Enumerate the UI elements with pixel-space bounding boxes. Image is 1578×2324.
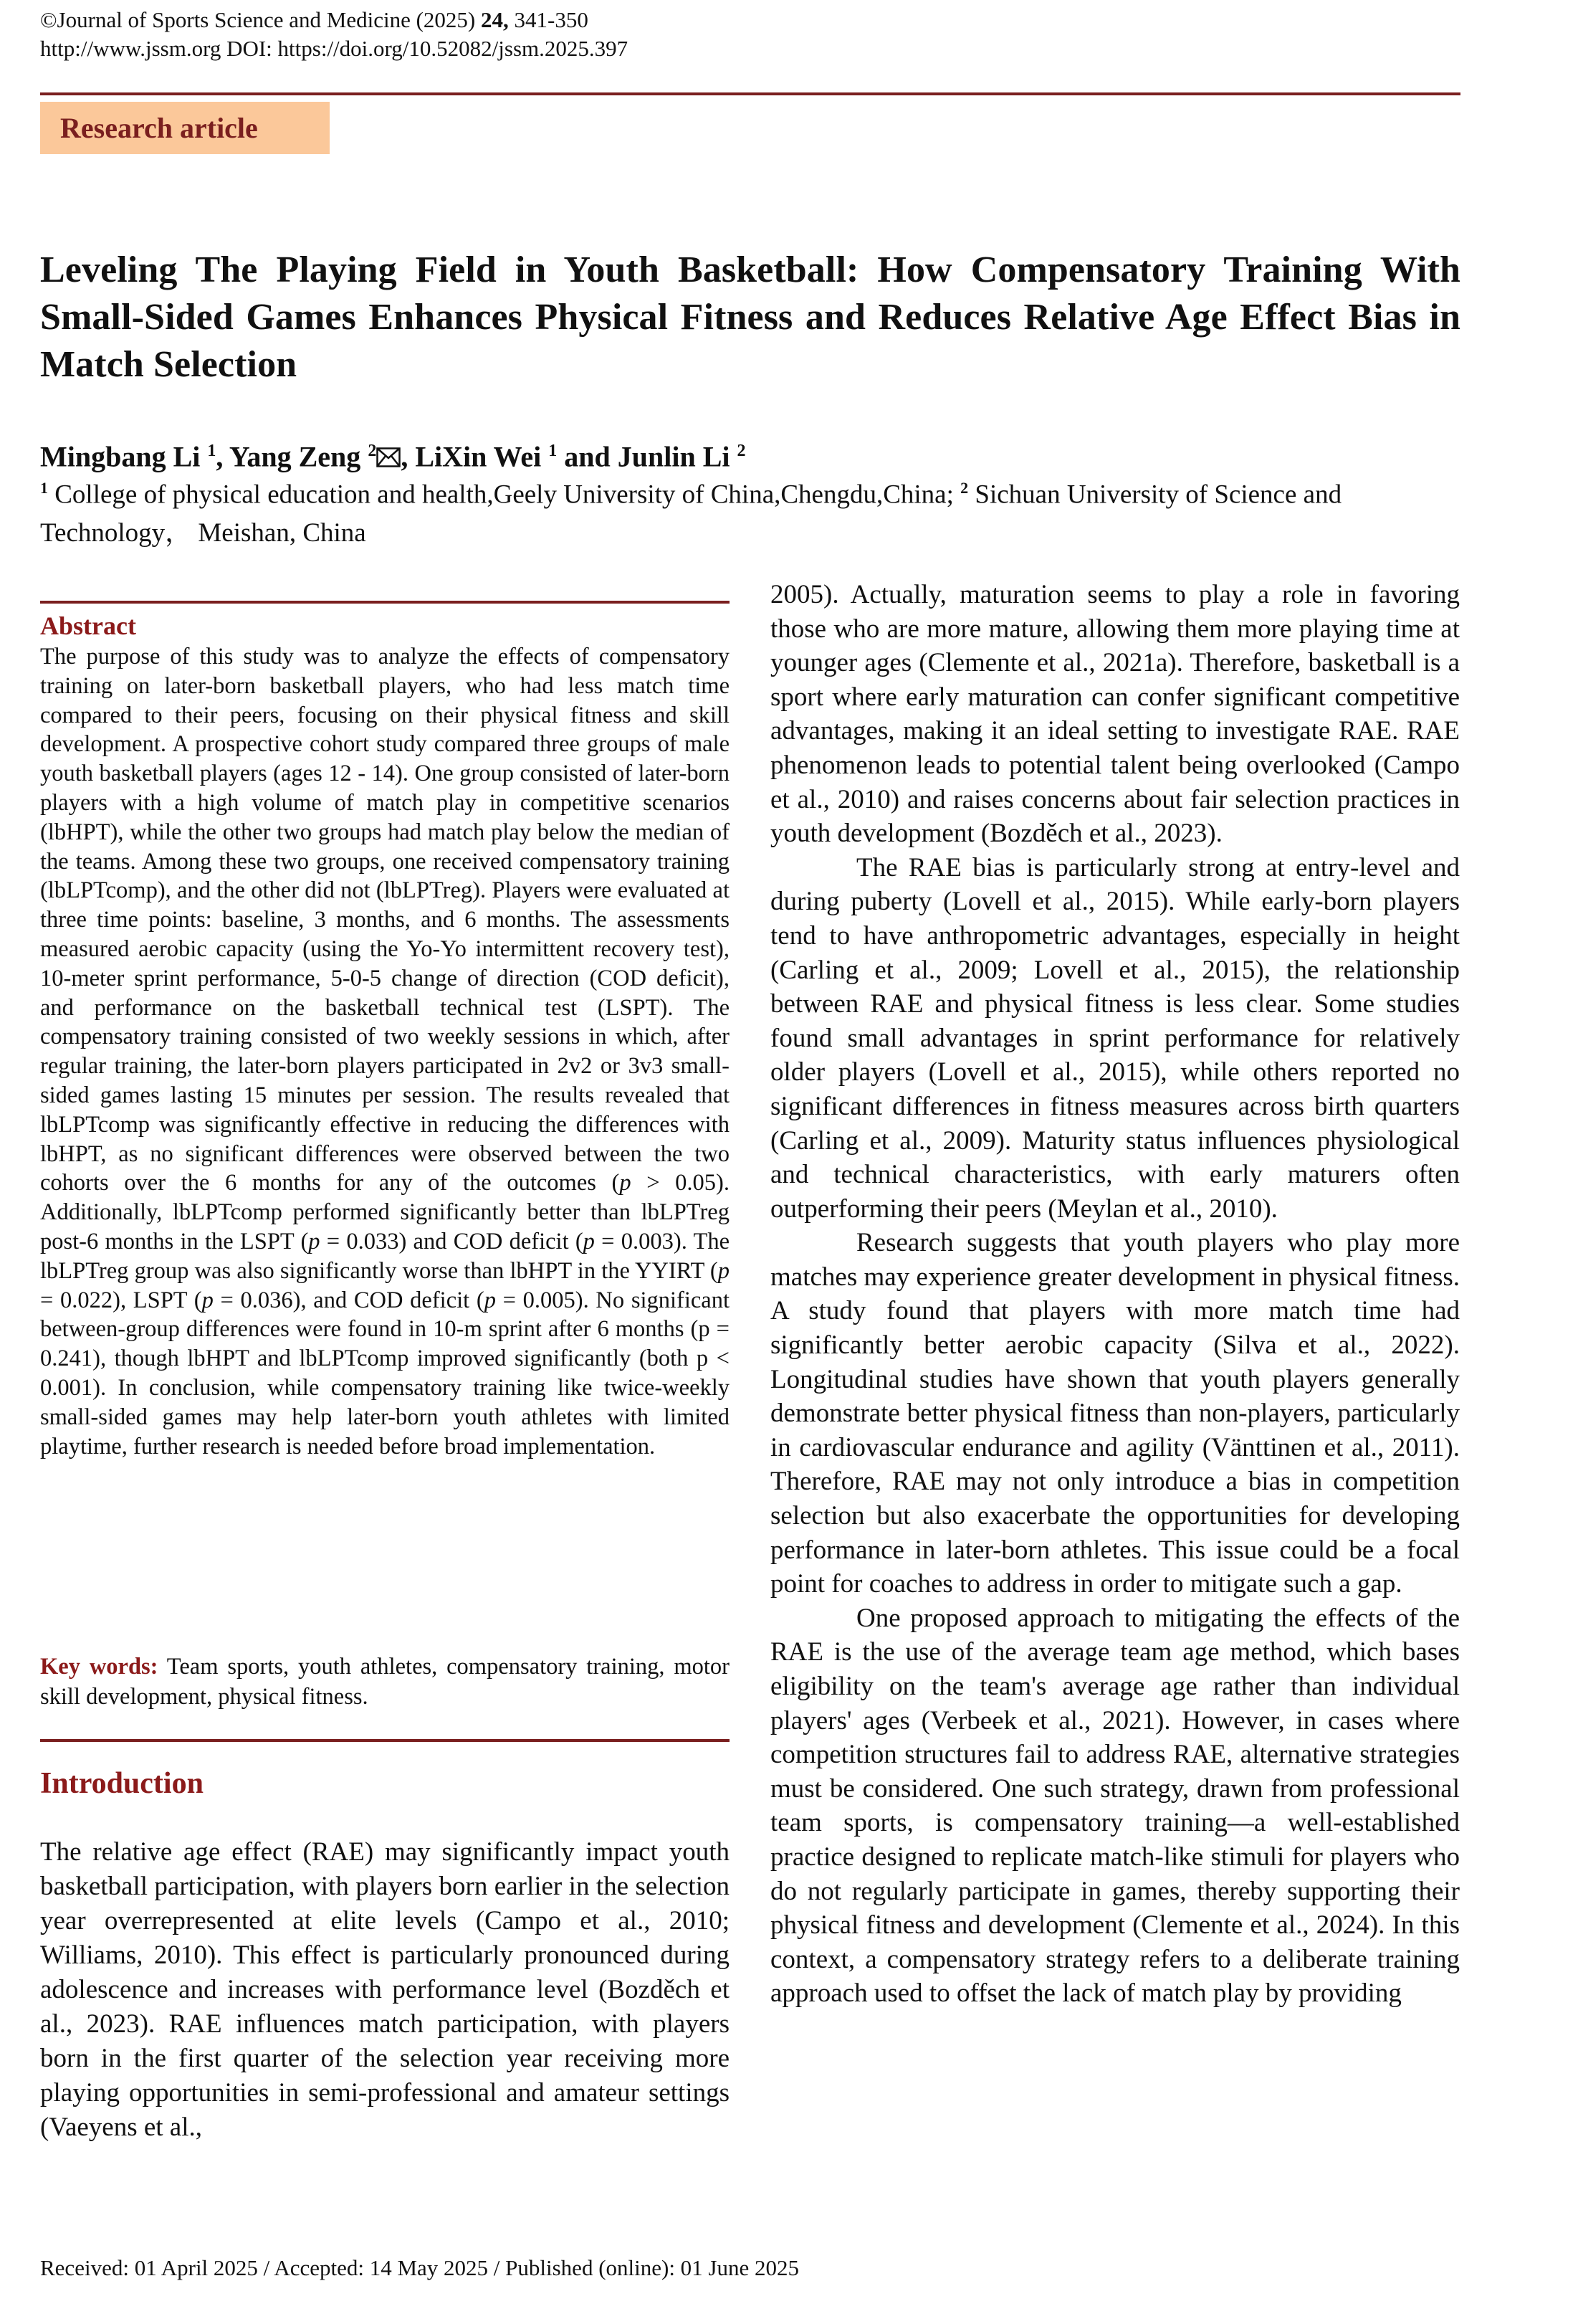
author-list: Mingbang Li $^1$, Yang Zeng $^2$ , LiXin Wei $^1$ and Junlin Li $^2$	[40, 432, 1460, 477]
introduction-heading: Introduction	[40, 1767, 204, 1800]
journal-header	[40, 6, 628, 63]
author-affiliations: $^1$ College of physical education and health,Geely University of China,Chengdu,China; $^2$ Sichuan University of Science and Technology， Meishan, China	[40, 479, 1342, 548]
keywords-bottom-rule	[40, 1739, 730, 1742]
journal-citation-line: ©Journal of Sports Science and Medicine (2025) 24, 341-350	[40, 7, 588, 32]
body-paragraph: 2005). Actually, maturation seems to play a role in favoring those who are more mature, allowing them more playing time at younger ages (Clemente et al., 2021a). Therefore, basketball is a sport where early maturation can confer significant competitive advantages, making it an ideal setting to investigate RAE. RAE phenomenon leads to potential talent being overlooked (Campo et al., 2010) and raises concerns about fair selection practices in youth development (Bozděch et al., 2023).	[770, 580, 1460, 849]
abstract-heading: Abstract	[40, 611, 136, 640]
journal-volume: 24,	[481, 7, 509, 32]
article-type-badge: Research article	[40, 102, 330, 154]
header-divider	[40, 92, 1460, 95]
body-paragraph: One proposed approach to mitigating the effects of the RAE is the use of the average team age method, which bases eligibility on the team's average age rather than individual players' ages (Verbeek et al., 2021). However, in cases where competition structures fail to address RAE, alternative strategies must be considered. One such strategy, drawn from professional team sports, is compensatory training—a well-established practice designed to replicate match-like stimuli for players who do not regularly participate in games, thereby supporting their physical fitness and development (Clemente et al., 2024). In this context, a compensatory strategy refers to a deliberate training approach used to offset the lack of match play by providing	[770, 1603, 1460, 2009]
abstract-top-rule	[40, 601, 730, 604]
right-column-body	[770, 578, 1460, 2011]
introduction-paragraph: The relative age effect (RAE) may significantly impact youth basketball participation, with players born earlier in the selection year overrepresented at elite levels (Campo et al., 2010; Williams, 2010). This effect is particularly pronounced during adolescence and increases with performance level (Bozděch et al., 2023). RAE influences match participation, with players born in the first quarter of the selection year receiving more playing opportunities in semi-professional and amateur settings (Vaeyens et al.,	[40, 1837, 730, 2142]
body-paragraph: The RAE bias is particularly strong at entry-level and during puberty (Lovell et al., 2015). While early-born players tend to have anthropometric advantages, especially in height (Carling et al., 2009; Lovell et al., 2015), the relationship between RAE and physical fitness is less clear. Some studies found small advantages in sprint performance for relatively older players (Lovell et al., 2015), while others reported no significant differences in fitness measures across birth quarters (Carling et al., 2009). Maturity status influences physiological and technical characteristics, with early maturers often outperforming their peers (Meylan et al., 2010).	[770, 852, 1460, 1224]
abstract-text: The purpose of this study was to analyze the effects of compensatory training on later-born basketball players, who had less match time compared to their peers, focusing on their physical fitness and skill development. A prospective cohort study compared three groups of male youth basketball players (ages 12 - 14). One group consisted of later-born players with a high volume of match play in competitive scenarios (lbHPT), while the other two groups had match play below the median of the teams. Among these two groups, one received compensatory training (lbLPTcomp), and the other did not (lbLPTreg). Players were evaluated at three time points: baseline, 3 months, and 6 months. The assessments measured aerobic capacity (using the Yo-Yo intermittent recovery test), 10-meter sprint performance, 5-0-5 change of direction (COD deficit), and performance on the basketball technical test (LSPT). The compensatory training consisted of two weekly sessions in which, after regular training, the later-born players participated in 2v2 or 3v3 small-sided games lasting 15 minutes per session. The results revealed that lbLPTcomp was significantly effective in reducing the differences with lbHPT, as no significant differences were observed between the two cohorts over the 6 months for any of the outcomes (p > 0.05). Additionally, lbLPTcomp performed significantly better than lbLPTreg post-6 months in the LSPT (p = 0.033) and COD deficit (p = 0.003). The lbLPTreg group was also significantly worse than lbHPT in the YYIRT (p = 0.022), LSPT (p = 0.036), and COD deficit (p = 0.005). No significant between-group differences were found in 10-m sprint after 6 months (p = 0.241), though lbHPT and lbLPTcomp improved significantly (both p < 0.001). In conclusion, while compensatory training like twice-weekly small-sided games may help later-born youth athletes with limited playtime, further research is needed before broad implementation.	[40, 644, 730, 1459]
body-paragraph: Research suggests that youth players who play more matches may experience greater development in physical fitness. A study found that players with more match time had significantly better aerobic capacity (Silva et al., 2022). Longitudinal studies have shown that youth players generally demonstrate better physical fitness than non-players, particularly in cardiovascular endurance and agility (Vänttinen et al., 2011). Therefore, RAE may not only introduce a bias in competition selection but also exacerbate the opportunities for developing performance in later-born athletes. This issue could be a focal point for coaches to address in order to mitigate such a gap.	[770, 1228, 1460, 1599]
keywords: Key words: Team sports, youth athletes, compensatory training, motor skill development, physical fitness.	[40, 1654, 730, 1710]
publication-dates-footer: Received: 01 April 2025 / Accepted: 14 May 2025 / Published (online): 01 June 2025	[40, 2255, 800, 2280]
keywords-label: Key words:	[40, 1654, 158, 1680]
paper-title: Leveling The Playing Field in Youth Basketball: How Compensatory Training With Small-Sided Games Enhances Physical Fitness and Reduces Relative Age Effect Bias in Match Selection	[40, 249, 1460, 385]
doi-line[interactable]: http://www.jssm.org DOI: https://doi.org/10.52082/jssm.2025.397	[40, 36, 628, 61]
